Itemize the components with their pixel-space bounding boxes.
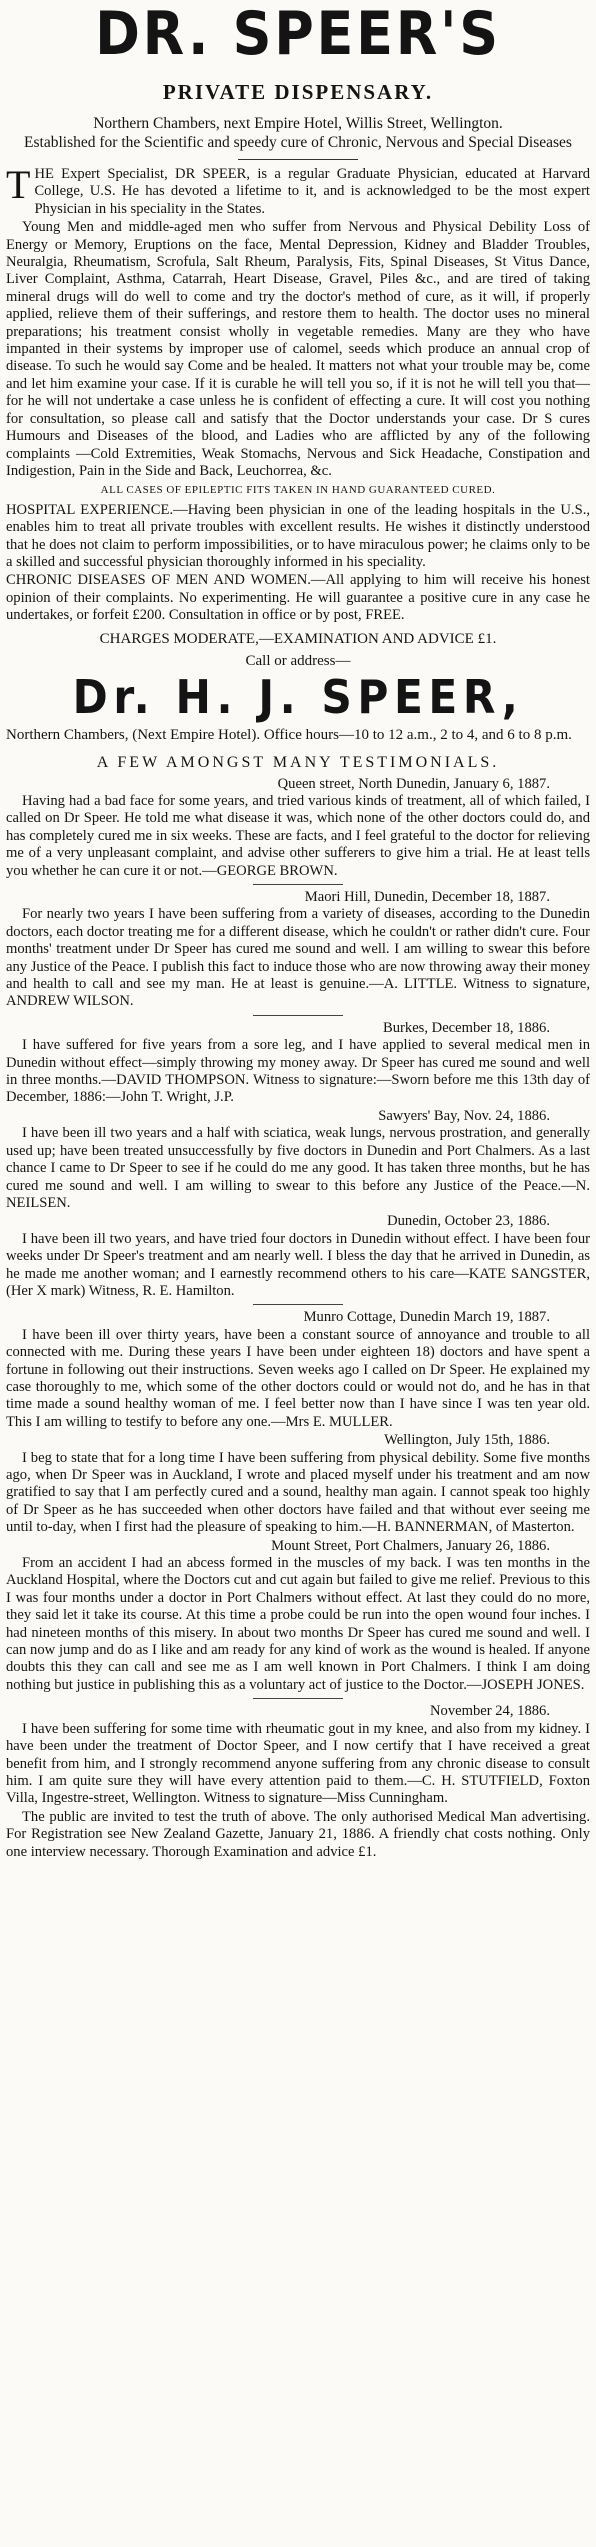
testimonial <box>6 1108 590 1212</box>
testimonial-place: Mount Street, Port Chalmers, January 26, 1886. <box>271 1537 550 1554</box>
testimonial <box>6 1538 590 1695</box>
closing-paragraph: The public are invited to test the truth of above. The only authorised Medical Man advertising. For Registration see New Zealand Gazette, January 21, 1886. A friendly chat costs nothing. Only one interview necessary. Thorough Examination and advice £1. <box>6 1808 590 1860</box>
testimonial-place: November 24, 1886. <box>430 1703 550 1720</box>
testimonial <box>6 776 590 880</box>
divider-rule <box>253 884 343 885</box>
testimonial-text: I have been suffering for some time with rheumatic gout in my knee, and also from my kidney. I have been under the treatment of Doctor Speer, and I now certify that I have received a great benefit from him, and I strongly recommend anyone suffering from any chronic disease to consult him. I am quite sure they will have every attention paid to them.—C. H. STUTFIELD, Foxton Villa, Ingestre-street, Wellington. Witness to signature—Miss Cunningham. <box>6 1720 590 1807</box>
hospital-paragraph: HOSPITAL EXPERIENCE.—Having been physician in one of the leading hospitals in the U.S., enables him to treat all private troubles with excellent results. He wishes it distinctly understood that he does not claim to perform impossibilities, or to have miraculous power; he claims only to be a skilled and successful physician thoroughly informed in his speciality. <box>6 501 590 570</box>
testimonial-place: Maori Hill, Dunedin, December 18, 1887. <box>304 889 550 905</box>
doctor-name: Dr. H. J. SPEER, <box>72 669 524 724</box>
testimonial <box>6 889 590 1011</box>
testimonials-heading: A FEW AMONGST MANY TESTIMONIALS. <box>96 753 500 771</box>
testimonial-text: I have suffered for five years from a sore leg, and I have applied to several medical men in Dunedin without effect—simply throwing my money away. Dr Speer has cured me sound and well in three months.—DAVID THOMPSON. Witness to signature:—Sworn before me this 13th day of December, 1886:—John T. Wright, J.P. <box>6 1037 590 1106</box>
intro-paragraph-2: Young Men and middle-aged men who suffer from Nervous and Physical Debility Loss of Energy or Memory, Eruptions on the face, Mental Depression, Kidney and Bladder Troubles, Neuralgia, Rheumatism, Scrofula, Salt Rheum, Paralysis, Fits, Spinal Diseases, St Vitus Dance, Liver Complaint, Asthma, Catarrah, Heart Disease, Gravel, Piles &c., and are tired of taking mineral drugs will do well to come and try the doctor's method of cure, as it will, if properly applied, relieve them of their sufferings, and restore them to health. The doctor uses no mineral preparations; his treatment consist wholly in vegetable remedies. Many are they who have impanted in their systems by improper use of calomel, seeds which produce an annual crop of disease. To such he would say Come and be healed. It matters not what your trouble may be, come and let him examine your case. If it is curable he will tell you so, if it is not he will tell you that—for he will not undertake a case unless he is confident of effecting a cure. It will cost you nothing for consultation, so please call and satisfy that the Doctor understands your case. Dr S cures Humours and Diseases of the blood, and Ladies who are afflicted by any of the following complaints —Cold Extremities, Weak Stomachs, Nervous and Sick Headache, Constipation and Indigestion, Pain in the Side and Back, Leuchorrea, &c. <box>6 219 590 479</box>
address-block <box>6 114 590 152</box>
testimonial-text: Having had a bad face for some years, and tried various kinds of treatment, all of which failed, I called on Dr Speer. He told me what disease it was, which none of the other doctors could do, and has completely cured me in six weeks. These are facts, and I feel grateful to the doctor for relieving me of a very unpleasant complaint, and advise other sufferers to give him a trial. He at least tells you whether he can cure it or not.—GEORGE BROWN. <box>6 792 590 879</box>
address-line-1: Northern Chambers, next Empire Hotel, Willis Street, Wellington. <box>93 115 503 132</box>
testimonial-text: From an accident I had an abcess formed in the muscles of my back. I was ten months in the Auckland Hospital, where the Doctors cut and cut again but failed to give me relief. Previous to this I was four months under a doctor in Port Chalmers without effect. At last they could do no more, they said let it take its course. At this time a probe could be run into the open wound four inches. I had nineteen months of this misery. In about two months Dr Speer has cured me sound and well. I can now jump and do as I like and am ready for any kind of work as the wound is healed. If anyone doubts this they can call and see me as I am well known in Port Chalmers. I think I am doing nothing but justice in publishing this as a voluntary act of justice to the Doctor.—JOSEPH JONES. <box>6 1555 590 1693</box>
chronic-paragraph: CHRONIC DISEASES OF MEN AND WOMEN.—All applying to him will receive his honest opinion of their complaints. No experimenting. He will guarantee a positive cure in any case he undertakes, or forfeit £200. Consultation in office or by post, FREE. <box>6 572 590 624</box>
drop-cap: T <box>6 162 31 207</box>
address-line-2: Established for the Scientific and speedy cure of Chronic, Nervous and Special Diseases <box>24 134 572 151</box>
testimonial-text: I beg to state that for a long time I have been suffering from physical debility. Some five months ago, when Dr Speer was in Auckland, I wrote and placed myself under his treatment and am now gratified to say that I am perfectly cured and a sound, healthy man again. I cannot speak too highly of Dr Speer as he has succeeded when other doctors have failed and that without ever seeing me until to-day, when I first had the pleasure of speaking to him.—H. BANNERMAN, of Masterton. <box>6 1449 590 1536</box>
epileptic-line: ALL CASES OF EPILEPTIC FITS TAKEN IN HAND GUARANTEED CURED. <box>100 484 496 497</box>
testimonial-place: Sawyers' Bay, Nov. 24, 1886. <box>378 1107 550 1124</box>
subtitle: PRIVATE DISPENSARY. <box>162 80 434 104</box>
intro-section <box>6 162 590 625</box>
testimonial-place: Queen street, North Dunedin, January 6, 1887. <box>277 775 550 792</box>
divider-rule <box>253 1304 343 1305</box>
intro-paragraph-1 <box>6 162 590 218</box>
advert-column <box>6 0 590 1861</box>
office-hours: Northern Chambers, (Next Empire Hotel). Office hours—10 to 12 a.m., 2 to 4, and 6 to 8 p.m. <box>6 726 572 743</box>
testimonial <box>6 1432 590 1536</box>
intro-text-1: HE Expert Specialist, DR SPEER, is a regular Graduate Physician, educated at Harvard College, U.S. He has devoted a lifetime to it, and is acknowledged to be the most expert Physician in his speciality in the States. <box>34 166 590 217</box>
testimonial-text: I have been ill two years and a half with sciatica, weak lungs, nervous prostration, and generally used up; have been treated unsuccessfully by five doctors in Dunedin and Port Chalmers. As a last chance I came to Dr Speer to see if he could do me any good. It has taken three months, but he has cured me sound and well. I am willing to swear to this before any Justice of the Peace.—N. NEILSEN. <box>6 1125 590 1211</box>
testimonial-place: Burkes, December 18, 1886. <box>383 1019 550 1036</box>
testimonial <box>6 1309 590 1431</box>
testimonial-place: Dunedin, October 23, 1886. <box>387 1213 550 1230</box>
divider-rule <box>253 1698 343 1699</box>
closing-section <box>6 1809 590 1861</box>
testimonials-list <box>6 776 590 1808</box>
testimonial <box>6 1020 590 1107</box>
testimonial-text: I have been ill two years, and have tried four doctors in Dunedin without effect. I have been four weeks under Dr Speer's treatment and am nearly well. I bless the day that he arrived in Dunedin, as he made me another woman; and I earnestly recommend others to his care—KATE SANGSTER, (Her X mark) Witness, R. E. Hamilton. <box>6 1230 590 1299</box>
testimonial <box>6 1703 590 1807</box>
testimonial-text: For nearly two years I have been suffering from a variety of diseases, according to the Dunedin doctors, each doctor treating me for a different disease, which he couldn't or rather didn't cure. Four months' treatment under Dr Speer has cured me sound and well. I am willing to swear this before any Justice of the Peace. I publish this fact to induce those who are now throwing away their money and health to call and see my man. He at least is genuine.—A. LITTLE. Witness to signature, ANDREW WILSON. <box>6 906 590 1010</box>
charges-line: CHARGES MODERATE,—EXAMINATION AND ADVICE £1. <box>99 630 497 647</box>
testimonial-text: I have been ill over thirty years, have been a constant source of annoyance and trouble to all connected with me. During these years I have been under eighteen 18) doctors and have spent a fortune in following out their instructions. Seven weeks ago I called on Dr Speer. He explained my case thoroughly to me, which some of the other doctors could or would not do, and he has in that time made a sound healthy woman of me. I feel better now than I have since I was ten year old. This I am willing to testify to before any one.—Mrs E. MULLER. <box>6 1326 590 1430</box>
testimonial-place: Wellington, July 15th, 1886. <box>384 1432 550 1449</box>
divider-rule <box>238 159 358 160</box>
testimonial-place: Munro Cottage, Dunedin March 19, 1887. <box>303 1309 550 1326</box>
call-or-address: Call or address— <box>245 652 351 669</box>
masthead: DR. SPEER'S <box>95 0 501 69</box>
testimonial <box>6 1213 590 1300</box>
divider-rule <box>253 1015 343 1016</box>
